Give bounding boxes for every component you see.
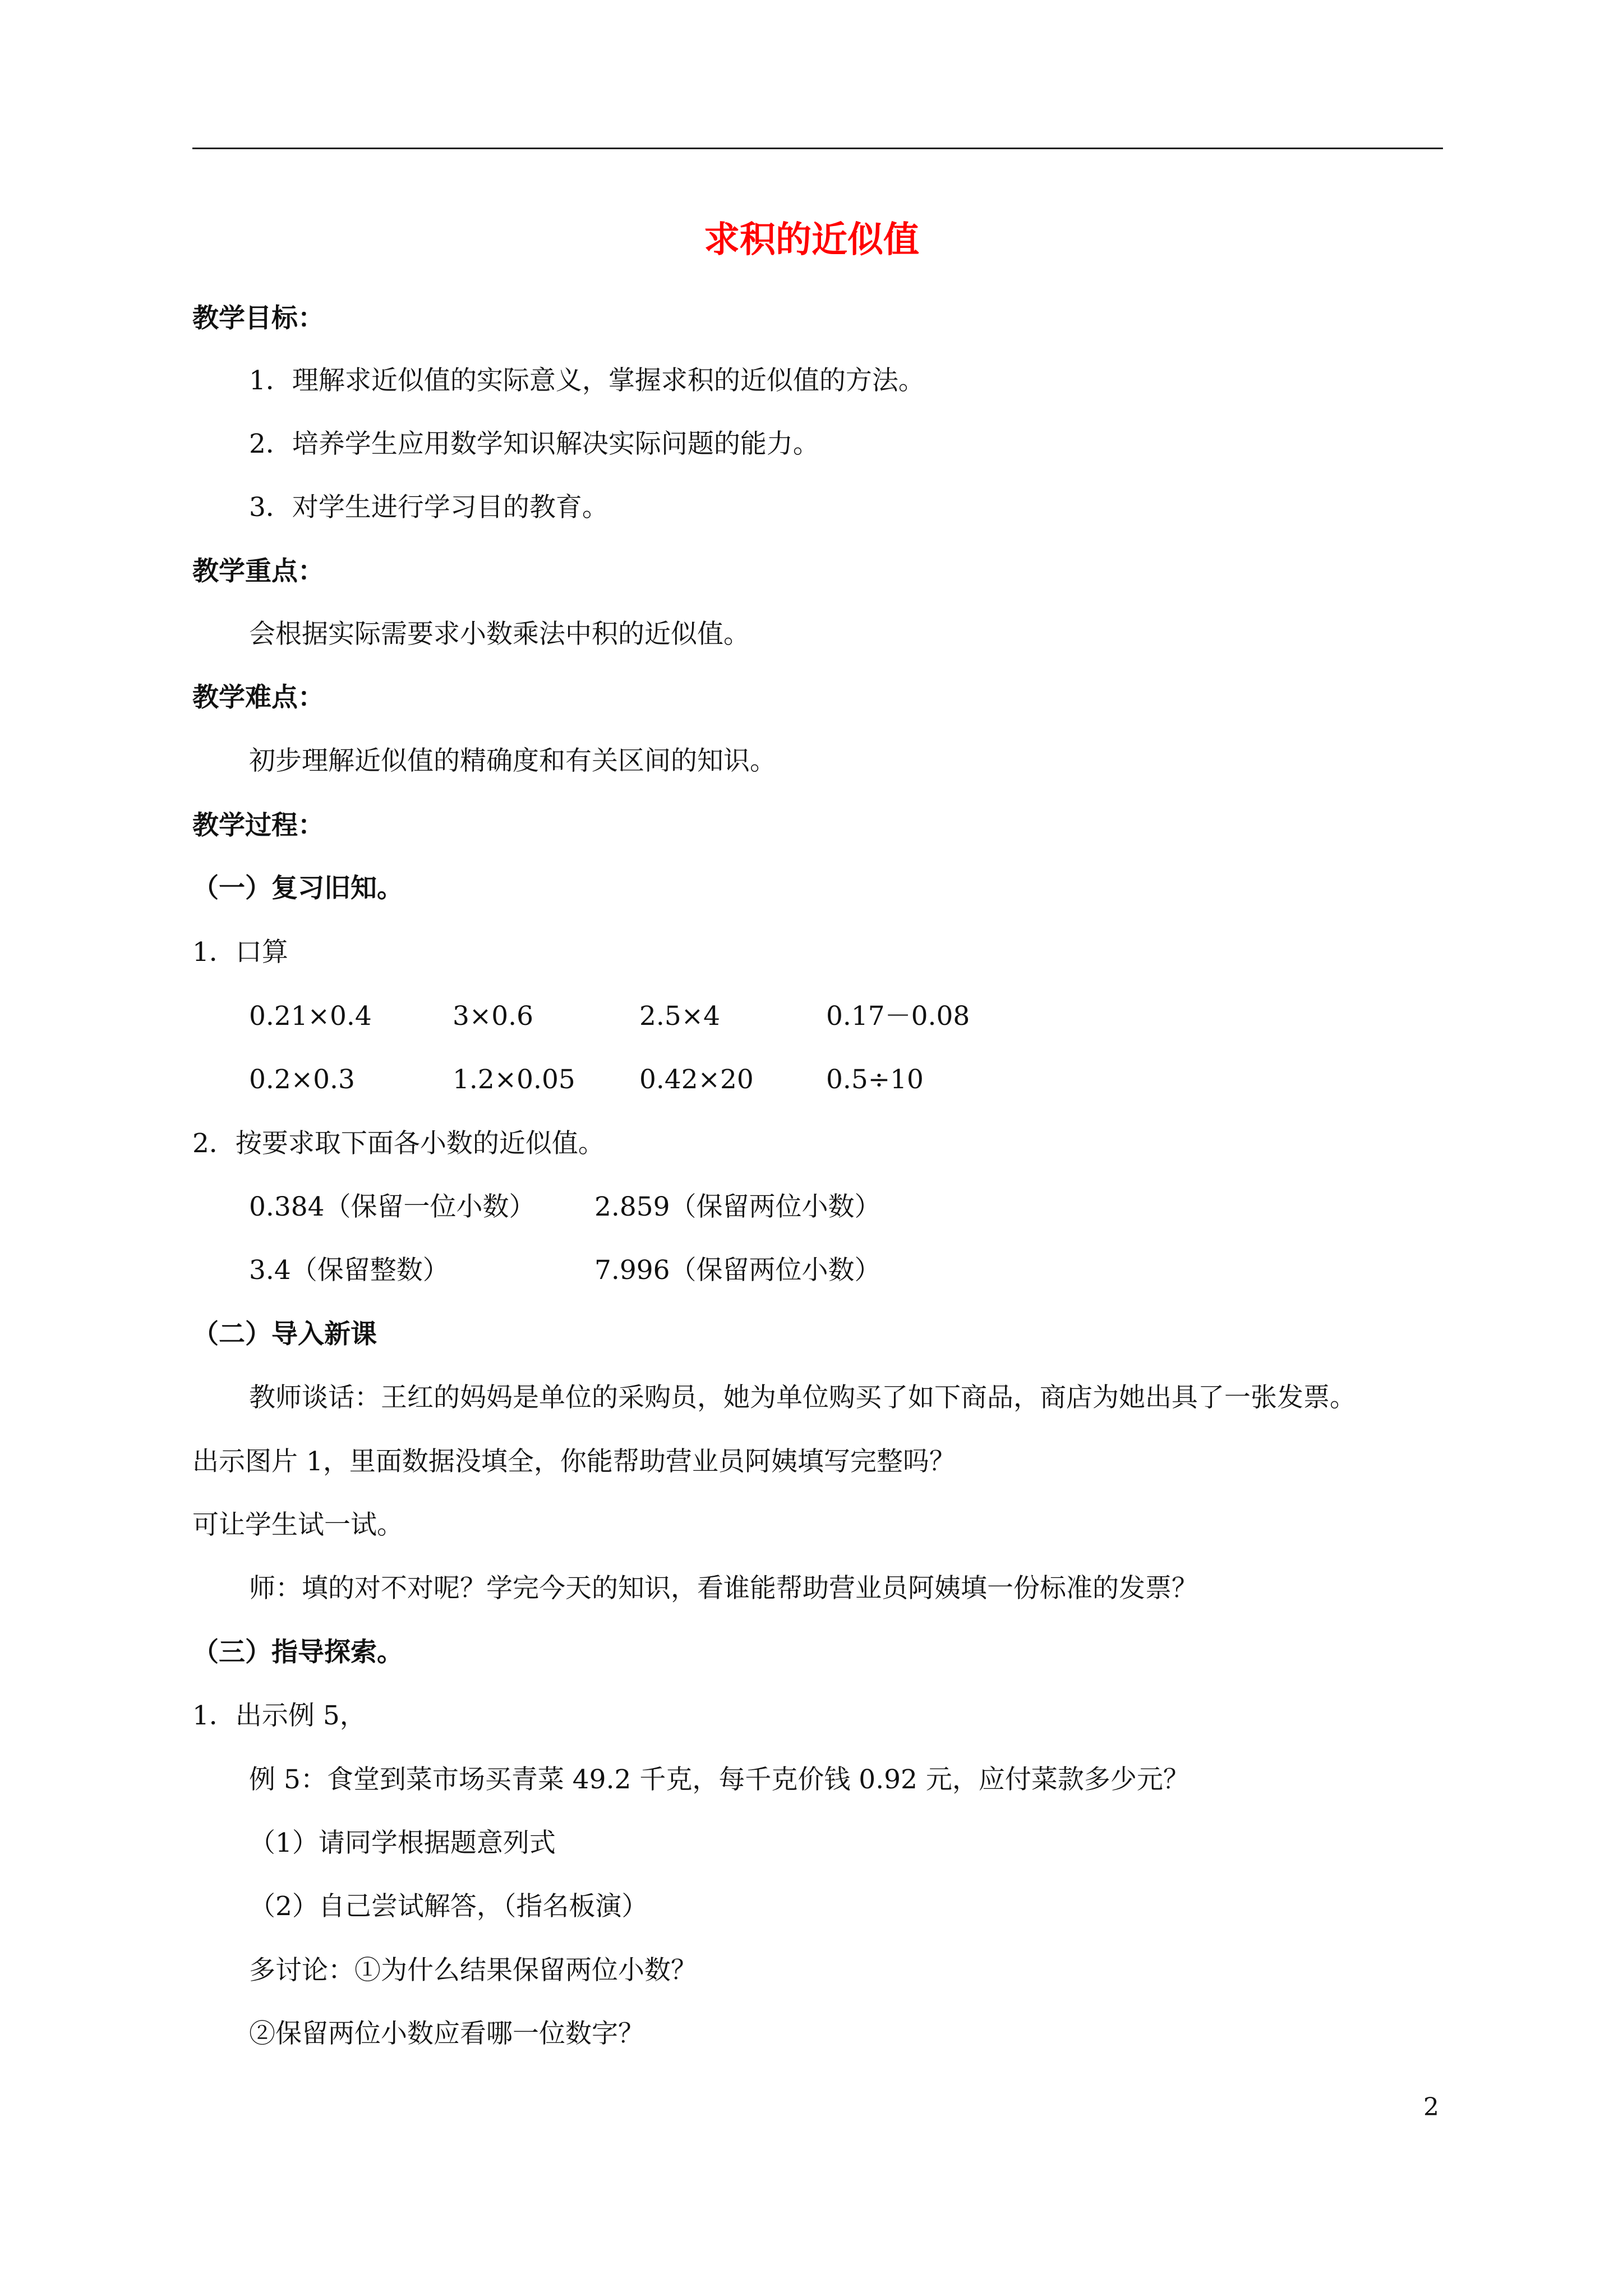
- intro-line: 可让学生试一试。: [192, 1510, 403, 1540]
- part1-heading: （一）复习旧知。: [192, 873, 403, 904]
- oral-calc-item: 0.17－0.08: [826, 1001, 970, 1032]
- intro-line: 出示图片 1，里面数据没填全，你能帮助营业员阿姨填写完整吗？: [192, 1446, 956, 1477]
- approx-item: 7.996（保留两位小数）: [594, 1255, 881, 1286]
- oral-calc-item: 0.42×20: [639, 1064, 754, 1095]
- intro-line: 师：填的对不对呢？学完今天的知识，看谁能帮助营业员阿姨填一份标准的发票？: [249, 1573, 1198, 1604]
- approx-item: 3.4（保留整数）: [249, 1255, 449, 1286]
- example-text: 例 5：食堂到菜市场买青菜 49.2 千克，每千克价钱 0.92 元，应付菜款多少元？: [249, 1764, 1189, 1795]
- oral-calc-item: 0.5÷10: [826, 1064, 924, 1095]
- example-label: 1．出示例 5，: [192, 1700, 366, 1731]
- header-rule: [192, 148, 1443, 149]
- key-points-heading: 教学重点：: [192, 556, 324, 587]
- part2-heading: （二）导入新课: [192, 1319, 377, 1350]
- approx-label: 2．按要求取下面各小数的近似值。: [192, 1128, 605, 1159]
- oral-calc-label: 1．口算: [192, 937, 288, 968]
- discussion-item: ②保留两位小数应看哪一位数字？: [249, 2018, 644, 2049]
- page-number: 2: [1423, 2093, 1439, 2122]
- oral-calc-item: 3×0.6: [453, 1001, 534, 1032]
- intro-line: 教师谈话：王红的妈妈是单位的采购员，她为单位购买了如下商品，商店为她出具了一张发票。: [249, 1382, 1356, 1413]
- oral-calc-item: 1.2×0.05: [453, 1064, 575, 1095]
- oral-calc-item: 2.5×4: [639, 1001, 721, 1032]
- step-item: （2）自己尝试解答，（指名板演）: [249, 1891, 648, 1922]
- approx-item: 2.859（保留两位小数）: [594, 1191, 881, 1222]
- step-item: （1）请同学根据题意列式: [249, 1828, 556, 1858]
- difficulty-heading: 教学难点：: [192, 682, 324, 713]
- oral-calc-item: 0.2×0.3: [249, 1064, 355, 1095]
- oral-calc-item: 0.21×0.4: [249, 1001, 372, 1032]
- goal-item: 1．理解求近似值的实际意义，掌握求积的近似值的方法。: [249, 365, 925, 396]
- part3-heading: （三）指导探索。: [192, 1637, 403, 1668]
- process-heading: 教学过程：: [192, 810, 324, 841]
- goal-item: 3．对学生进行学习目的教育。: [249, 492, 608, 523]
- document-title: 求积的近似值: [704, 219, 919, 261]
- discussion-item: 多讨论：①为什么结果保留两位小数？: [249, 1955, 697, 1986]
- approx-item: 0.384（保留一位小数）: [249, 1191, 536, 1222]
- key-points-text: 会根据实际需要求小数乘法中积的近似值。: [249, 619, 750, 650]
- goal-item: 2．培养学生应用数学知识解决实际问题的能力。: [249, 429, 819, 459]
- difficulty-text: 初步理解近似值的精确度和有关区间的知识。: [249, 746, 776, 776]
- goals-heading: 教学目标：: [192, 303, 324, 334]
